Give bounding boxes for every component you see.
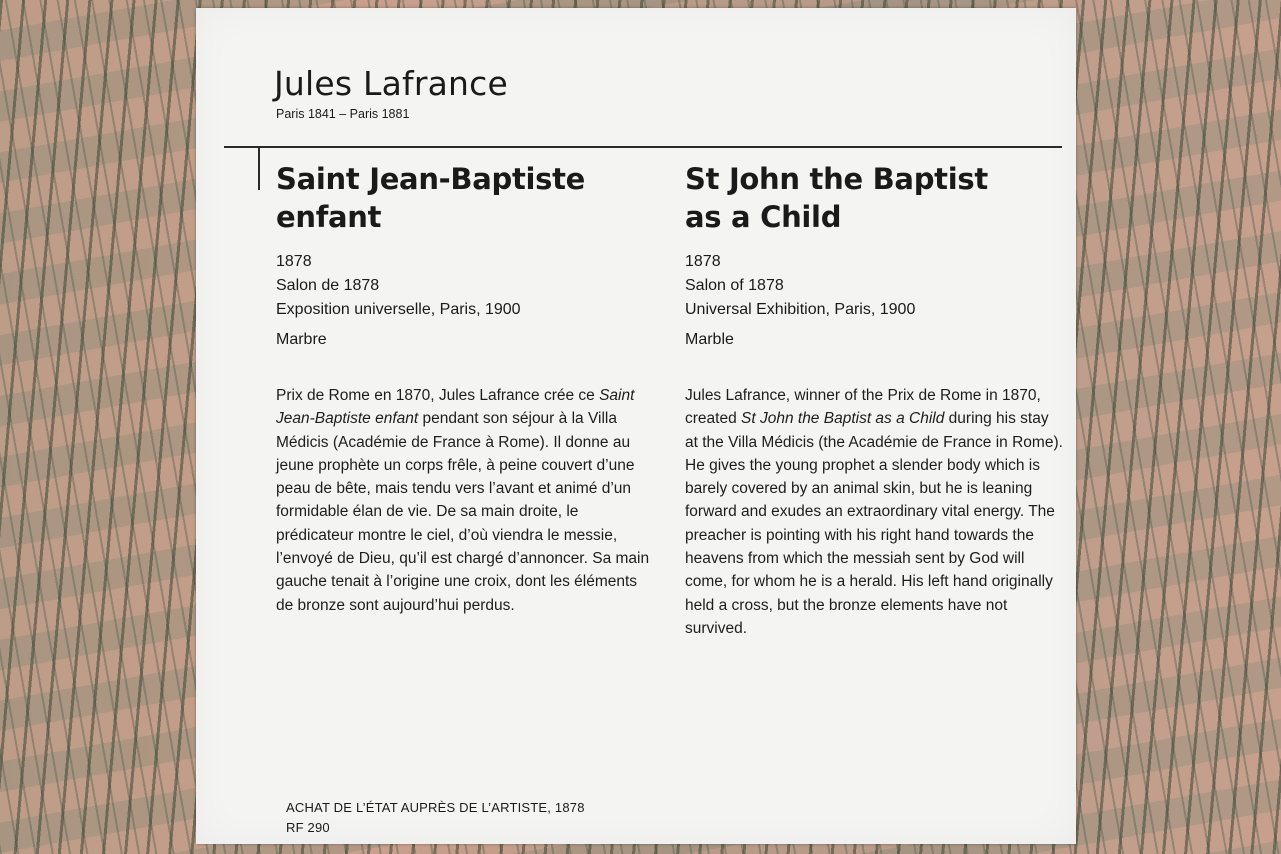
inventory-number: RF 290 [286, 820, 330, 835]
french-desc-part1: Prix de Rome en 1870, Jules Lafrance crée ce [276, 387, 600, 404]
english-title-line2: as a Child [685, 200, 842, 234]
english-column [685, 160, 1065, 656]
french-desc-part2: pendant son séjour à la Villa Médicis (Académie de France à Rome). Il donne au jeune prophète un corps frêle, à peine couvert d’une peau de bête, mais tendu vers l’avant et animé d’un formidable élan de vie. De sa main droite, le prédicateur montre le ciel, d’où viendra le messie, l’envoyé de Dieu, qu’il est chargé d’annoncer. Sa main gauche tenait à l’origine une croix, dont les éléments de bronze sont aujourd’hui perdus. [276, 410, 650, 614]
french-year: 1878 [276, 253, 312, 270]
french-desc-italic-title: Saint Jean-Baptiste enfant [276, 387, 635, 428]
french-material: Marbre [276, 331, 327, 348]
credit-line: ACHAT DE L’ÉTAT AUPRÈS DE L’ARTISTE, 1878 [286, 800, 585, 815]
french-exhibition: Exposition universelle, Paris, 1900 [276, 301, 521, 318]
french-title-line1: Saint Jean-Baptiste [276, 162, 586, 196]
english-desc-italic-title: St John the Baptist as a Child [741, 410, 945, 428]
divider-tick [258, 148, 260, 190]
english-exhibition: Universal Exhibition, Paris, 1900 [685, 301, 916, 318]
divider-rule [224, 146, 1062, 148]
french-description [276, 384, 656, 617]
museum-label-placard [196, 8, 1076, 844]
acquisition-credit [286, 798, 585, 838]
english-desc-part1: Jules Lafrance, winner of the Prix de Rome in 1870, created [685, 387, 1041, 428]
french-column [276, 160, 656, 632]
english-material: Marble [685, 331, 734, 348]
english-description [685, 384, 1065, 640]
english-title-line1: St John the Baptist [685, 162, 988, 196]
english-year: 1878 [685, 253, 721, 270]
french-title [276, 160, 656, 236]
french-salon: Salon de 1878 [276, 277, 380, 294]
english-salon: Salon of 1878 [685, 277, 784, 294]
artist-name: Jules Lafrance [274, 64, 508, 103]
english-title [685, 160, 1065, 236]
french-title-line2: enfant [276, 200, 382, 234]
artist-dates: Paris 1841 – Paris 1881 [276, 107, 410, 121]
english-desc-part2: during his stay at the Villa Médicis (the Académie de France in Rome). He gives the young prophet a slender body which is barely covered by an animal skin, but he is leaning forward and exudes an extraordinary vital energy. The preacher is pointing with his right hand towards the heavens from which the messiah sent by God will come, for whom he is a herald. His left hand originally held a cross, but the bronze elements have not survived. [685, 410, 1063, 637]
